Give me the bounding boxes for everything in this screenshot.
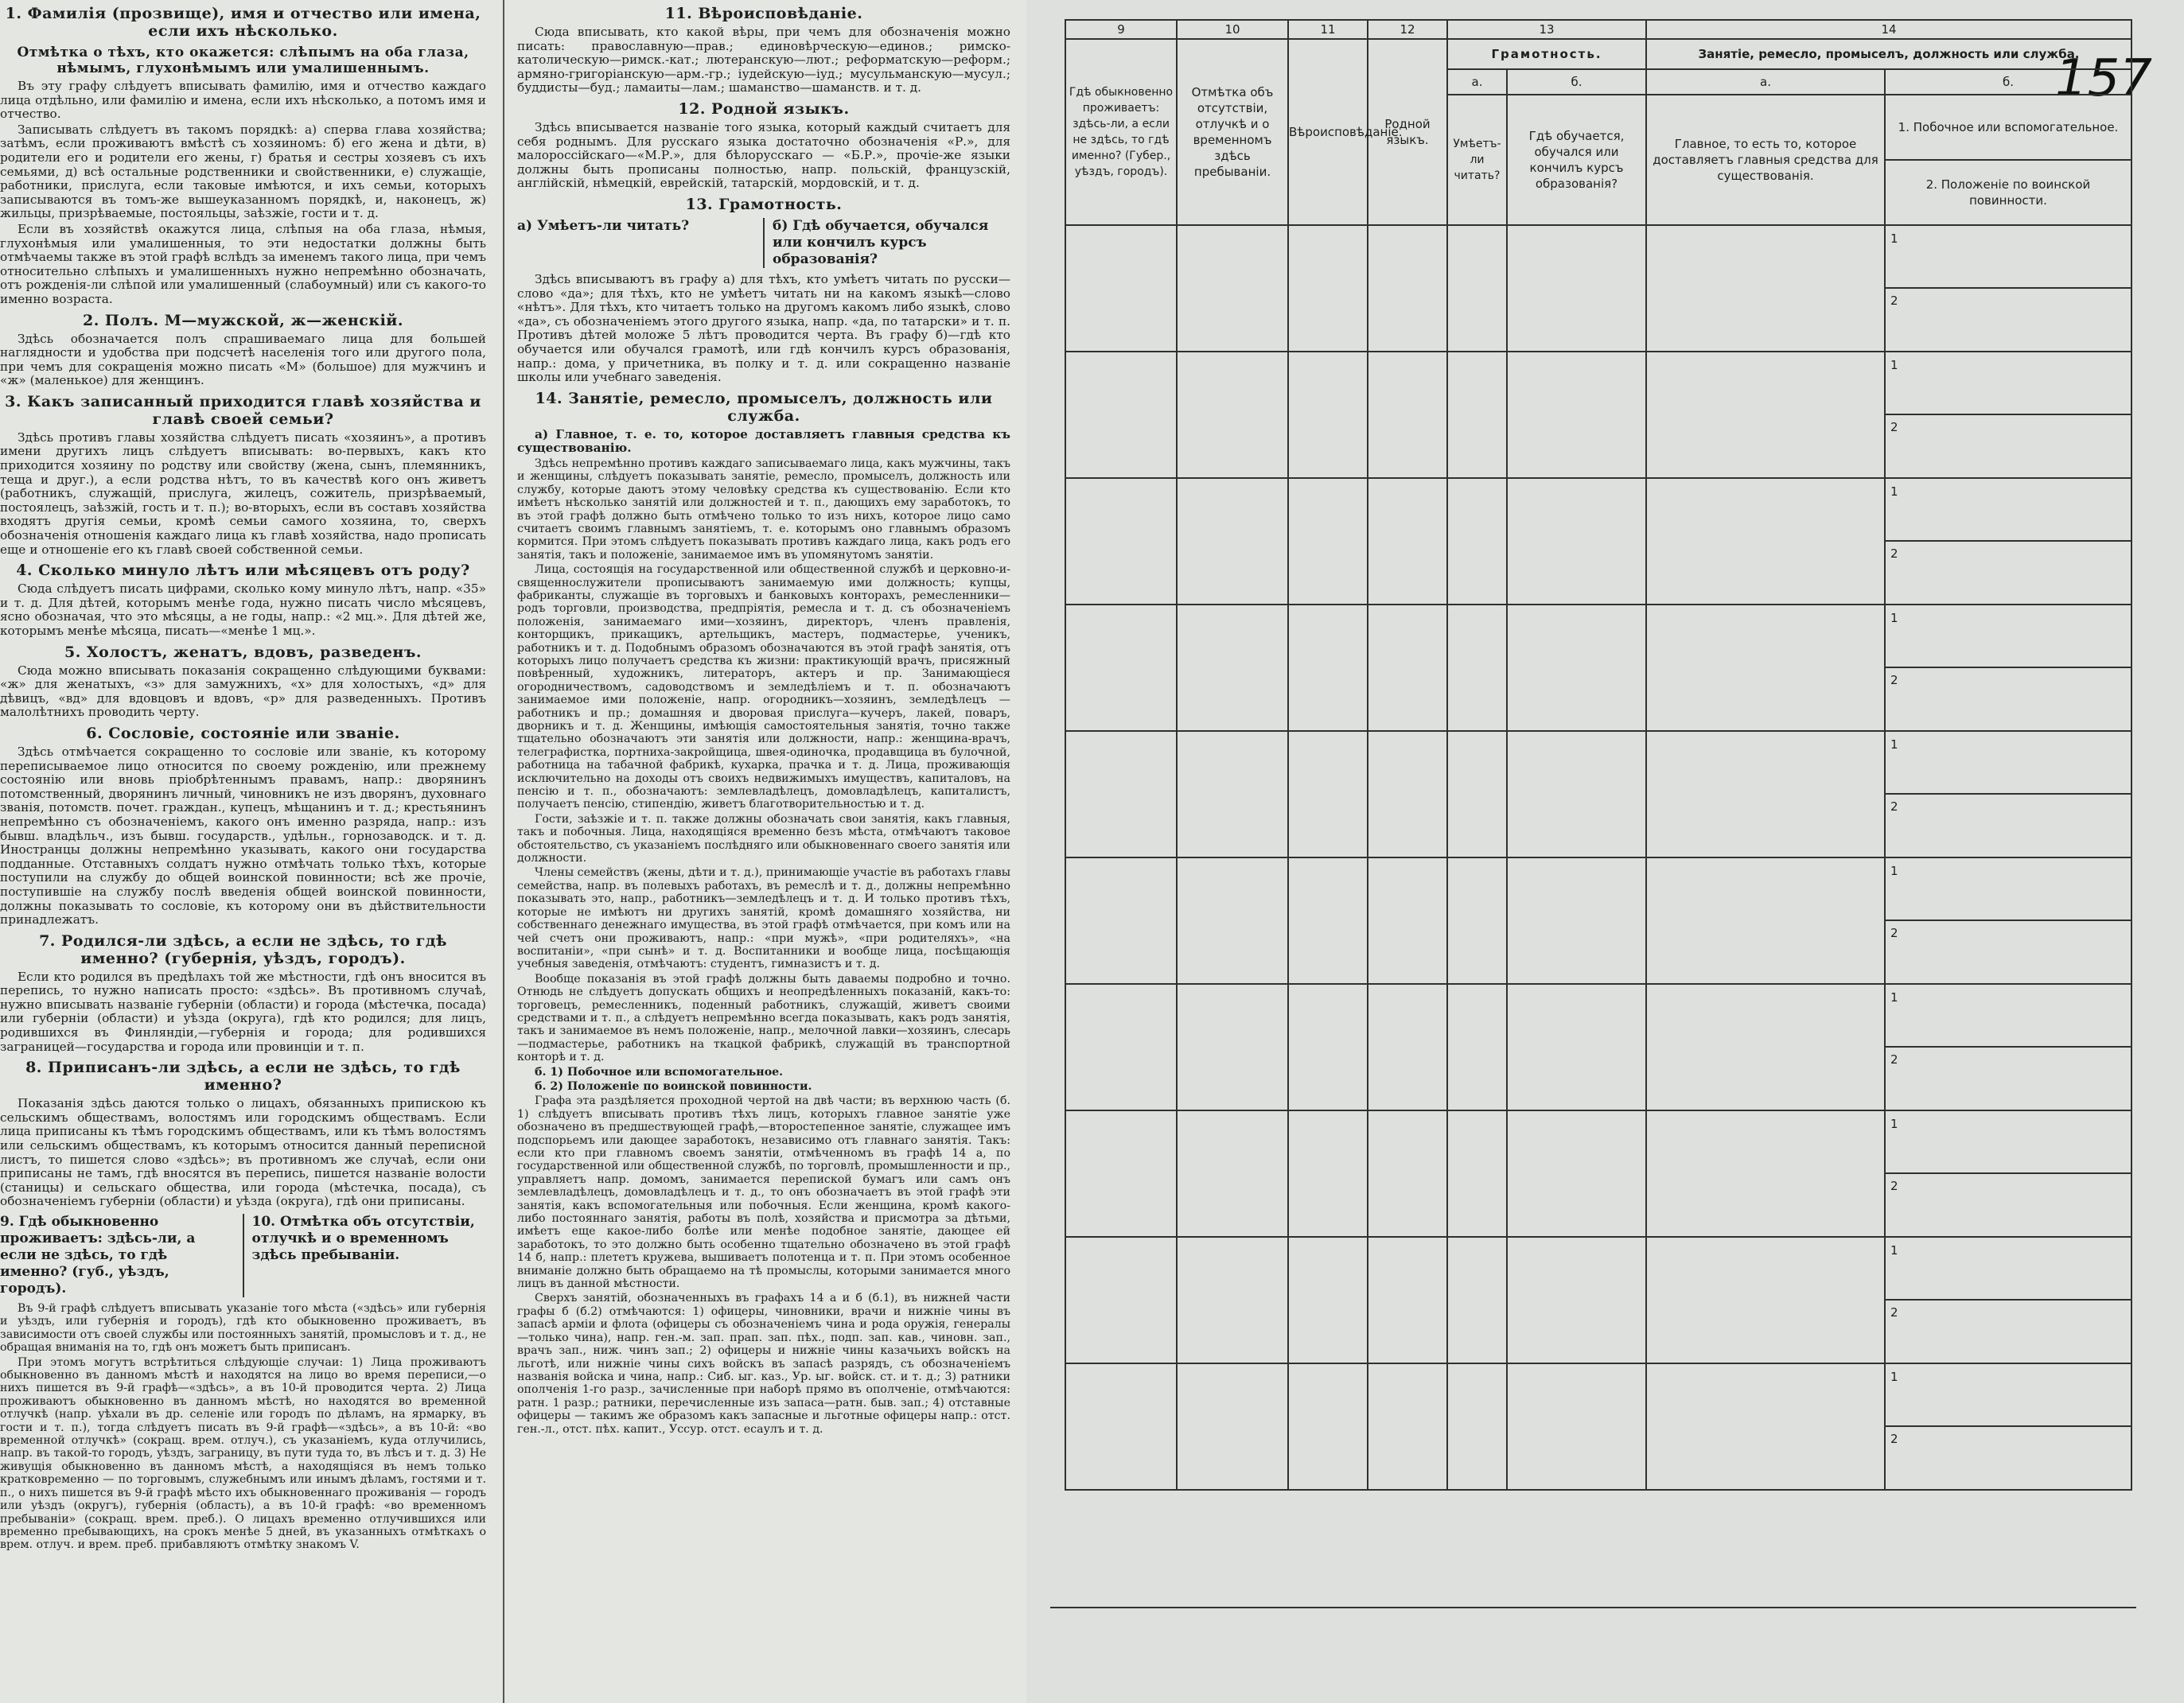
table-cell[interactable] (1065, 731, 1177, 857)
table-cell[interactable] (1507, 1237, 1646, 1363)
col-number-13: 13 (1447, 20, 1646, 39)
heading-3: 3. Какъ записанный приходится главѣ хозяйства и главѣ своей семьи? (5, 392, 481, 428)
table-cell[interactable] (1177, 225, 1288, 352)
census-table-body (1065, 225, 2131, 1490)
header-native-language: Родной языкъ. (1368, 39, 1447, 225)
subrow-label: 2 (1890, 293, 1898, 308)
header-main-occupation: Главное, то есть то, которое доставляетъ главныя средства для существованія. (1646, 95, 1885, 225)
paragraph: Лица, состоящія на государственной или общественной службѣ и церковно-и-священнослужители прописываютъ занимаемую ими должность; купцы, фабриканты, служащіе въ торговыхъ и банковыхъ конторахъ, ремесленники—родъ торговли, производства, предпріятія, ремесла и т. д. съ обозначеніемъ положенія, занимаемаго ими—хозяинъ, директоръ, членъ правленія, конторщикъ, прикащикъ, артельщикъ, мастеръ, подмастерье, ученикъ, работникъ и т. д. Подобнымъ образомъ обозначаются въ этой графѣ занятія, отъ которыхъ лицо получаетъ средства къ жизни: практикующій врачъ, присяжный повѣренный, художникъ, литераторъ, актеръ и пр. Занимающіеся огородничествомъ, садоводствомъ и земледѣліемъ и т. п. обозначаютъ занимаемое ими положеніе, напр. огородникъ—хозяинъ, земледѣлецъ — работникъ и пр.; домашняя и дворовая прислуга—кучеръ, лакей, поваръ, дворникъ и т. д. Женщины, имѣющія самостоятельныя занятія, точно также тщательно обозначаютъ эти занятія или должности, напр.: женщина-врачъ, телеграфистка, портниха-закройщица, швея-одиночка, продавщица въ булочной, работница на табачной фабрикѣ, кухарка, прачка и т. д. Лица, проживающія исключительно на доходы отъ своихъ недвижимыхъ имуществъ, капиталовъ, на пенсію и т. п., обозначаютъ: землевладѣлецъ, домовладѣлецъ, капиталистъ, получаетъ пенсію, стипендію, живетъ благотворительностью и т. д. (517, 563, 1010, 811)
table-row (1065, 857, 2131, 984)
heading-4: 4. Сколько минуло лѣтъ или мѣсяцевъ отъ роду? (16, 562, 470, 580)
table-cell[interactable] (1646, 1237, 1885, 1363)
table-cell[interactable] (1447, 478, 1507, 605)
table-cell[interactable] (1646, 857, 1885, 984)
table-cell[interactable] (1447, 352, 1507, 478)
table-cell[interactable] (1065, 1110, 1177, 1237)
table-cell[interactable] (1447, 857, 1507, 984)
table-cell[interactable] (1288, 352, 1368, 478)
subrow-military[interactable] (1886, 921, 2131, 983)
header-occupation-a: а. (1646, 69, 1885, 95)
instructions-column-left (0, 0, 497, 1703)
paragraph: Графа эта раздѣляется проходной чертой на двѣ части; въ верхнюю часть (б. 1) слѣдуетъ вписывать противъ тѣхъ лицъ, которыхъ главное занятіе уже обозначено въ предшествующей графѣ,—второстепенное занятіе, служащее имъ подспорьемъ или дающее заработокъ, независимо отъ главнаго занятія. Такъ: если кто при главномъ своемъ занятіи, отмѣченномъ въ графѣ 14 а, по государственной или общественной службѣ, по торговлѣ, промышленности и пр., управляетъ напр. домомъ, занимается перепиской бумагъ или самъ онъ землевладѣлецъ, домовладѣлецъ и т. д., то онъ обозначаетъ въ этой графѣ эти занятія, какъ вспомогательныя или побочныя. Если женщина, кромѣ какого-либо постояннаго занятія, работы въ полѣ, хозяйства и присмотра за дѣтьми, имѣетъ еще какое-либо болѣе или менѣе подобное занятіе, дающее ей заработокъ, то это должно быть особенно тщательно обозначено въ этой графѣ 14 б, напр.: плететъ кружева, вышиваетъ полотенца и т. п. При этомъ особенное вниманіе должно быть обращаемо на тѣ промыслы, которыми занимается много лицъ въ данной мѣстности. (517, 1095, 1010, 1291)
paragraph: Здѣсь вписываютъ въ графу а) для тѣхъ, кто умѣетъ читать по русски—слово «да»; для тѣхъ, кто не умѣетъ читать ни на какомъ языкѣ—слово «нѣтъ». Для тѣхъ, кто читаетъ только на другомъ какомъ либо языкѣ, слово «да», съ обозначеніемъ этого другого языка, напр. «да, по татарски» и т. п. Противъ дѣтей моложе 5 лѣтъ проводится черта. Въ графу б)—гдѣ кто обучается или обучался грамотѣ, или гдѣ кончилъ курсъ образованія, напр.: дома, у причетника, въ полку и т. д. или сокращенно названіе школы или учебнаго заведенія. (517, 271, 1010, 385)
subrow-label: 2 (1890, 925, 1898, 940)
table-cell[interactable] (1646, 1363, 1885, 1490)
heading-12: 12. Родной языкъ. (678, 99, 850, 118)
table-cell[interactable] (1288, 984, 1368, 1110)
table-cell[interactable] (1288, 1363, 1368, 1490)
table-cell[interactable] (1447, 1237, 1507, 1363)
heading-7: 7. Родился-ли здѣсь, а если не здѣсь, то гдѣ именно? (губернія, уѣздъ, городъ). (39, 931, 447, 967)
table-row (1065, 478, 2131, 605)
paragraph: Въ 9-й графѣ слѣдуетъ вписывать указаніе того мѣста («здѣсь» или губернія и уѣздъ, или губернія и городъ), гдѣ кто обыкновенно проживаетъ, въ зависимости отъ своей службы или постоянныхъ занятій, промысловъ и т. д., не обращая вниманія на то, гдѣ онъ можетъ быть приписанъ. (0, 1302, 486, 1355)
subrow-secondary[interactable] (1886, 733, 2131, 795)
heading-6: 6. Сословіе, состояніе или званіе. (86, 724, 400, 742)
table-cell[interactable] (1507, 352, 1646, 478)
table-cell-pair[interactable] (1885, 605, 2131, 731)
header-education: Гдѣ обучается, обучался или кончилъ курсъ образованія? (1507, 95, 1646, 225)
subrow-label: 2 (1890, 546, 1898, 561)
header-residence: Гдѣ обыкновенно проживаетъ: здѣсь-ли, а если не здѣсь, то гдѣ именно? (Губер., уѣздъ, городъ). (1065, 39, 1177, 225)
heading-14a: а) Главное, т. е. то, которое доставляетъ главныя средства къ существованію. (517, 426, 1010, 456)
table-cell[interactable] (1368, 605, 1447, 731)
paragraph: Сюда слѣдуетъ писать цифрами, сколько кому минуло лѣтъ, напр. «35» и т. д. Для дѣтей, которымъ менѣе года, нужно писать число мѣсяцевъ, ясно обозначая, что это мѣсяцы, а не годы, напр.: «2 мц.». Для дѣтей же, которымъ менѣе мѣсяца, писать—«менѣе 1 мц.». (0, 581, 486, 638)
header-literacy-a: а. (1447, 69, 1507, 95)
paragraph: Члены семействъ (жены, дѣти и т. д.), принимающіе участіе въ работахъ главы семейства, напр. въ полевыхъ работахъ, въ ремеслѣ и т. д., должны непремѣнно показывать это, напр., работникъ—земледѣлецъ и т. д. И только противъ тѣхъ, которые не имѣютъ ни другихъ занятій, кромѣ домашняго хозяйства, ни собственнаго денежнаго имущества, въ этой графѣ отмѣчается, при комъ или на чей счетъ они проживаютъ, напр.: «при мужѣ», «при родителяхъ», «на воспитаніи», «при сынѣ» и т. д. Воспитанники и вообще лица, посѣщающія учебныя заведенія, отмѣчаютъ: студентъ, гимназистъ и т. д. (517, 866, 1010, 971)
table-cell[interactable] (1646, 605, 1885, 731)
subrow-military[interactable] (1886, 1174, 2131, 1236)
table-cell[interactable] (1288, 1110, 1368, 1237)
heading-2: 2. Полъ. М—мужской, ж—женскій. (82, 311, 403, 329)
heading-13a: а) Умѣетъ-ли читать? (517, 217, 690, 234)
paragraph: Здѣсь вписывается названіе того языка, который каждый считаетъ для себя роднымъ. Для русскаго языка достаточно обозначенія «Р.», для малороссійскаго—«М.Р.», для бѣлорусскаго — «Б.Р.», прочіе-же языки должны быть прописаны полностью, напр. польскій, французскій, англійскій, нѣмецкій, еврейскій, татарскій, мордовскій, и т. д. (517, 119, 1010, 191)
table-cell[interactable] (1447, 731, 1507, 857)
subrow-label: 2 (1890, 419, 1898, 434)
heading-9-10 (0, 1214, 486, 1297)
table-cell[interactable] (1507, 1110, 1646, 1237)
table-row (1065, 984, 2131, 1110)
subrow-label: 1 (1890, 610, 1898, 625)
heading-5: 5. Холостъ, женатъ, вдовъ, разведенъ. (64, 643, 422, 661)
subrow-label: 2 (1890, 1304, 1898, 1320)
table-cell[interactable] (1065, 857, 1177, 984)
subrow-label: 2 (1890, 1052, 1898, 1067)
subrow-secondary[interactable] (1886, 353, 2131, 415)
header-literacy-b: б. (1507, 69, 1646, 95)
subrow-secondary[interactable] (1886, 1238, 2131, 1301)
subrow-label: 2 (1890, 672, 1898, 687)
header-secondary (1885, 95, 2131, 225)
subrow-secondary[interactable] (1886, 606, 2131, 668)
table-cell-pair[interactable] (1885, 1237, 2131, 1363)
subrow-label: 1 (1890, 1116, 1898, 1131)
heading-13: 13. Грамотность. (685, 195, 843, 213)
census-form-page (1026, 0, 2184, 1703)
header-occupation-b: б. (1885, 69, 2131, 95)
paragraph: Вообще показанія въ этой графѣ должны быть даваемы подробно и точно. Отнюдь не слѣдуетъ допускать общихъ и неопредѣленныхъ показаній, какъ-то: торговецъ, ремесленникъ, поденный работникъ, служащій, живетъ своими средствами и т. п., а слѣдуетъ непремѣнно всегда показывать, какъ родъ занятія, такъ и занимаемое въ немъ положеніе, напр., мелочной лавки—хозяинъ, слесарь—подмастерье, работникъ на ткацкой фабрикѣ, служащій въ транспортной конторѣ и т. д. (517, 972, 1010, 1064)
paragraph: Гости, заѣзжіе и т. п. также должны обозначать свои занятія, какъ главныя, такъ и побочныя. Лица, находящіяся временно безъ мѣста, отмѣчаютъ таковое обстоятельство, съ указаніемъ послѣдняго или обыкновеннаго своего занятія или должности. (517, 812, 1010, 865)
table-cell-pair[interactable] (1885, 1110, 2131, 1237)
instructions-page (0, 0, 1026, 1703)
subrow-label: 1 (1890, 737, 1898, 752)
header-can-read: Умѣетъ-ли читать? (1447, 95, 1507, 225)
paragraph: Сюда вписывать, кто какой вѣры, при чемъ для обозначенія можно писать: православную—прав.; единовѣрческую—единов.; римско-католическую—римск.-кат.; лютеранскую—лют.; реформатскую—реформ.; армяно-григоріанскую—арм.-гр.; іудейскую—іуд.; мусульманскую—мусул.; буддисты—буд.; ламаиты—лам.; шаманство—шаманств. и т. д. (517, 25, 1010, 95)
heading-14: 14. Занятіе, ремесло, промыселъ, должность или служба. (535, 389, 993, 425)
subrow-label: 1 (1890, 231, 1898, 246)
subrow-secondary[interactable] (1886, 480, 2131, 542)
paragraph: При этомъ могутъ встрѣтиться слѣдующіе случаи: 1) Лица проживаютъ обыкновенно въ данномъ мѣстѣ и находятся на лицо во время переписи,—о нихъ пишется въ 9-й графѣ—«здѣсь», а въ 10-й проводится черта. 2) Лица проживаютъ обыкновенно въ данномъ мѣстѣ, но находятся во временной отлучкѣ (напр. уѣхали въ др. селеніе или городъ по дѣламъ, на ярмарку, въ гости и т. п.), тогда слѣдуетъ писать въ 9-й графѣ—«здѣсь», а въ 10-й: «во временной отлучкѣ» (сокращ. врем. отлуч.), съ указаніемъ, куда отлучились, напр. въ такой-то городъ, уѣздъ, заграницу, въ пути туда то, въ лѣсъ и т. д. 3) Не живущія обыкновенно въ данномъ мѣстѣ, а находящіяся въ немъ только кратковременно — по торговымъ, служебнымъ или инымъ дѣламъ, гостями и т. п., о нихъ пишется въ 9-й графѣ мѣсто ихъ обыкновеннаго проживанія — городъ или уѣздъ (округъ), губернія (область), а въ 10-й графѣ: «во временномъ пребываніи» (сокращ. врем. преб.). О лицахъ временно отлучившихся или временно пребывающихъ, на срокъ менѣе 5 дней, въ указанныхъ отмѣткахъ о врем. отлуч. и врем. преб. прибавляютъ отмѣтку знакомъ V. (0, 1355, 486, 1552)
page-number: 157 (2054, 49, 2152, 108)
table-cell-pair[interactable] (1885, 857, 2131, 984)
table-cell[interactable] (1177, 731, 1288, 857)
table-cell[interactable] (1447, 984, 1507, 1110)
table-cell[interactable] (1507, 478, 1646, 605)
table-row (1065, 352, 2131, 478)
table-cell-pair[interactable] (1885, 478, 2131, 605)
header-literacy: Грамотность. (1447, 39, 1646, 69)
paragraph: Сюда можно вписывать показанія сокращенно слѣдующими буквами: «ж» для женатыхъ, «з» для замужнихъ, «х» для холостыхъ, «д» для дѣвицъ, «вд» для вдовцовъ и вдовъ, «р» для разведенныхъ. Противъ малолѣтнихъ проводить черту. (0, 663, 486, 720)
table-cell-pair[interactable] (1885, 225, 2131, 352)
col-number-11: 11 (1288, 20, 1368, 39)
table-cell[interactable] (1368, 1363, 1447, 1490)
table-cell[interactable] (1646, 478, 1885, 605)
col-number-10: 10 (1177, 20, 1288, 39)
table-cell[interactable] (1177, 605, 1288, 731)
heading-1b: Отмѣтка о тѣхъ, кто окажется: слѣпымъ на оба глаза, нѣмымъ, глухонѣмымъ или умалишеннымъ. (17, 45, 469, 76)
table-cell[interactable] (1177, 352, 1288, 478)
subrow-label: 1 (1890, 484, 1898, 499)
subrow-label: 1 (1890, 1242, 1898, 1258)
table-row (1065, 1110, 2131, 1237)
table-cell[interactable] (1447, 1110, 1507, 1237)
paragraph: Показанія здѣсь даются только о лицахъ, обязанныхъ припискою къ сельскимъ обществамъ, волостямъ или городскимъ обществамъ. Если лица приписаны къ тѣмъ городскимъ обществамъ, или къ тѣмъ волостямъ или сельскимъ обществамъ, къ которымъ относится данный переписной листъ, то пишется слово «здѣсь»; въ противномъ же случаѣ, если они приписаны не тамъ, гдѣ вносятся въ перепись, пишется названіе волости (станицы) и сельскаго общества, или города (мѣстечка, посада), съ обозначеніемъ губерніи (области) и уѣзда (округа), гдѣ они приписаны. (0, 1096, 486, 1209)
heading-13-parts (517, 218, 1010, 268)
paragraph: Въ эту графу слѣдуетъ вписывать фамилію, имя и отчество каждаго лица отдѣльно, или фамилію и имена, если ихъ нѣсколько, а потомъ имя и отчество. (0, 79, 486, 122)
table-cell[interactable] (1368, 857, 1447, 984)
col-number-9: 9 (1065, 20, 1177, 39)
table-cell[interactable] (1507, 731, 1646, 857)
heading-10: 10. Отмѣтка объ отсутствіи, отлучкѣ и о временномъ здѣсь пребываніи. (251, 1214, 475, 1263)
subrow-military[interactable] (1886, 1301, 2131, 1363)
column-divider (503, 0, 504, 1703)
table-cell[interactable] (1065, 352, 1177, 478)
table-cell[interactable] (1447, 605, 1507, 731)
header-secondary-occupation: 1. Побочное или вспомогательное. (1886, 95, 2131, 161)
paragraph: Здѣсь противъ главы хозяйства слѣдуетъ писать «хозяинъ», а противъ имени другихъ лицъ слѣдуетъ вписывать: во-первыхъ, какъ кто приходится хозяину по родству или свойству (жена, сынъ, племянникъ, теща и друг.), а если родства нѣтъ, то въ качествѣ кого онъ живетъ (работникъ, служащій, прислуга, жилецъ, сожитель, призрѣваемый, постоялецъ, заѣзжій, гость и т. п.); во-вторыхъ, если въ составъ хозяйства входятъ другія семьи, кромѣ семьи самого хозяина, то, сверхъ обозначенія отношенія каждаго лица къ главѣ хозяйства, надо прописать еще и отношеніе его къ главѣ своей собственной семьи. (0, 430, 486, 557)
table-cell[interactable] (1368, 1110, 1447, 1237)
heading-13b: б) Гдѣ обучается, обучался или кончилъ курсъ образованія? (773, 217, 989, 267)
subrow-label: 2 (1890, 799, 1898, 814)
subrow-military[interactable] (1886, 795, 2131, 857)
subrow-label: 1 (1890, 357, 1898, 372)
table-cell[interactable] (1646, 984, 1885, 1110)
subrow-military[interactable] (1886, 542, 2131, 604)
table-cell[interactable] (1507, 225, 1646, 352)
table-cell[interactable] (1447, 1363, 1507, 1490)
table-cell[interactable] (1177, 1110, 1288, 1237)
col-number-14: 14 (1646, 20, 2131, 39)
header-military-status: 2. Положеніе по воинской повинности. (1925, 177, 2091, 208)
subrow-military[interactable] (1886, 1427, 2131, 1489)
heading-11: 11. Вѣроисповѣданіе. (664, 5, 863, 22)
table-cell[interactable] (1646, 1110, 1885, 1237)
header-religion: Вѣроисповѣданіе. (1288, 39, 1368, 225)
bottom-rule (1050, 1607, 2136, 1608)
paragraph: Здѣсь отмѣчается сокращенно то сословіе или званіе, къ которому переписываемое лицо относится по своему рожденію, или прежнему состоянію или вновь пріобрѣтеннымъ правамъ, напр.: дворянинъ потомственный, дворянинъ личный, чиновникъ не изъ дворянъ, духовнаго званія, потомств. почет. граждан., купецъ, мѣщанинъ и т. д.; крестьянинъ непремѣнно съ обозначеніемъ, какого онъ именно разряда, напр.: изъ бывш. владѣльч., изъ бывш. государств., удѣльн., горнозаводск. и т. д. Иностранцы должны непремѣнно указывать, какого они государства подданные. Отставныхъ солдатъ нужно отмѣчать только тѣхъ, которые поступили на службу до общей воинской повинности; всѣ же прочіе, поступившіе на службу послѣ введенія общей воинской повинности, должны показывать то сословіе, къ которому они въ дѣйствительности принадлежатъ. (0, 744, 486, 927)
divider (243, 1214, 244, 1297)
subrow-label: 2 (1890, 1178, 1898, 1193)
paragraph: Если въ хозяйствѣ окажутся лица, слѣпыя на оба глаза, нѣмыя, глухонѣмыя или умалишенныя, то эти недостатки должны быть отмѣчаемы также въ этой графѣ вслѣдъ за именемъ такого лица, при чемъ относительно слѣпыхъ и умалишенныхъ нужно непремѣнно обозначать, отъ рожденія-ли слѣпой или умалишенный (слабоумный) или съ какого-то именно возраста. (0, 221, 486, 306)
table-cell[interactable] (1288, 478, 1368, 605)
heading-14b2: б. 2) Положеніе по воинской повинности. (535, 1079, 812, 1093)
paragraph: Записывать слѣдуетъ въ такомъ порядкѣ: а) сперва глава хозяйства; затѣмъ, если проживаютъ вмѣстѣ съ хозяиномъ: б) его жена и дѣти, в) родители его и родители его жены, г) братья и сестры хозяевъ съ ихъ семьями, д) всѣ остальные родственники и свойственники, е) служащіе, работники, прислуга, если таковые имѣются, и ихъ семьи, которыхъ записываются въ томъ-же вышеуказанномъ порядкѣ, и, наконецъ, ж) жильцы, призрѣваемые, постояльцы, заѣзжіе, гости и т. д. (0, 122, 486, 221)
table-cell[interactable] (1507, 984, 1646, 1110)
table-cell[interactable] (1368, 1237, 1447, 1363)
table-cell[interactable] (1288, 1237, 1368, 1363)
table-cell[interactable] (1177, 478, 1288, 605)
subrow-secondary[interactable] (1886, 986, 2131, 1048)
table-cell[interactable] (1288, 225, 1368, 352)
subrow-secondary[interactable] (1886, 1112, 2131, 1174)
table-cell[interactable] (1288, 731, 1368, 857)
table-cell[interactable] (1065, 478, 1177, 605)
col-number-12: 12 (1368, 20, 1447, 39)
subrow-label: 1 (1890, 1369, 1898, 1384)
table-cell-pair[interactable] (1885, 352, 2131, 478)
table-cell[interactable] (1065, 1237, 1177, 1363)
table-cell[interactable] (1507, 1363, 1646, 1490)
table-cell[interactable] (1288, 857, 1368, 984)
table-cell[interactable] (1447, 225, 1507, 352)
table-cell[interactable] (1177, 1363, 1288, 1490)
subrow-military[interactable] (1886, 668, 2131, 730)
subrow-secondary[interactable] (1886, 1365, 2131, 1427)
header-occupation: Занятіе, ремесло, промыселъ, должность или служба. (1646, 39, 2131, 69)
table-row (1065, 605, 2131, 731)
divider (763, 218, 765, 268)
heading-14b1: б. 1) Побочное или вспомогательное. (535, 1065, 784, 1079)
table-cell[interactable] (1368, 352, 1447, 478)
table-cell[interactable] (1507, 857, 1646, 984)
table-row (1065, 225, 2131, 352)
subrow-label: 1 (1890, 990, 1898, 1005)
paragraph: Сверхъ занятій, обозначенныхъ въ графахъ 14 а и б (б.1), въ нижней части графы б (б.2) отмѣчаются: 1) офицеры, чиновники, врачи и нижніе чины въ запасѣ арміи и флота (офицеры съ обозначеніемъ чина и рода оружія, генералы—только чина), напр. ген.-м. зап. прап. зап. пѣх., подп. зап. кав., чиновн. зап., врачъ зап., ниж. чинъ зап.; 2) офицеры и нижніе чины казачьихъ войскъ на льготѣ, или нижніе чины сихъ войскъ въ запасѣ разрядъ, съ обозначеніемъ названія войска и чина, напр.: Сиб. ыг. каз., Ур. ыг. войск. ст. и т. д.; 3) ратники ополченія 1-го разр., зачисленные при наборѣ прямо въ ополченіе, отмѣчаются: ратн. 1 разр.; ратники, перечисленные изъ запаса—ратн. быв. зап.; 4) отставные офицеры — такимъ же образомъ какъ запасные и льготные офицеры напр.: отст. ген.-л., отст. пѣх. капит., Уссур. отст. есаулъ и т. д. (517, 1292, 1010, 1436)
heading-8: 8. Приписанъ-ли здѣсь, а если не здѣсь, то гдѣ именно? (25, 1059, 461, 1095)
table-cell[interactable] (1065, 605, 1177, 731)
census-table-wrapper (1065, 19, 2131, 1491)
heading-1: 1. Фамилія (прозвище), имя и отчество или имена, если ихъ нѣсколько. (5, 5, 481, 40)
table-cell[interactable] (1177, 1237, 1288, 1363)
table-cell[interactable] (1065, 984, 1177, 1110)
subrow-military[interactable] (1886, 289, 2131, 351)
table-cell-pair[interactable] (1885, 731, 2131, 857)
table-cell[interactable] (1065, 225, 1177, 352)
table-cell[interactable] (1177, 857, 1288, 984)
census-table (1065, 19, 2132, 1491)
paragraph: Здѣсь обозначается полъ спрашиваемаго лица для большей наглядности и удобства при подсчетѣ населенія того или другого пола, при чемъ для сокращенія можно писать «М» (большое) для мужчинъ и «ж» (маленькое) для женщинъ. (0, 331, 486, 388)
table-cell[interactable] (1288, 605, 1368, 731)
table-cell[interactable] (1646, 352, 1885, 478)
table-cell[interactable] (1368, 225, 1447, 352)
header-absence-note: Отмѣтка объ отсутствіи, отлучкѣ и о временномъ здѣсь пребываніи. (1177, 39, 1288, 225)
table-row (1065, 1237, 2131, 1363)
table-cell[interactable] (1646, 731, 1885, 857)
table-cell-pair[interactable] (1885, 984, 2131, 1110)
table-cell[interactable] (1065, 1363, 1177, 1490)
table-cell[interactable] (1368, 731, 1447, 857)
subrow-military[interactable] (1886, 1048, 2131, 1110)
heading-9: 9. Гдѣ обыкновенно проживаетъ: здѣсь-ли, а если не здѣсь, то гдѣ именно? (губ., уѣздъ, городъ). (0, 1214, 196, 1297)
table-cell[interactable] (1368, 984, 1447, 1110)
table-row (1065, 1363, 2131, 1490)
table-cell[interactable] (1177, 984, 1288, 1110)
paragraph: Если кто родился въ предѣлахъ той же мѣстности, гдѣ онъ вносится въ перепись, то нужно написать просто: «здѣсь». Въ противномъ случаѣ, нужно вписывать названіе губерніи (области) и города (мѣстечка, посада) или губерніи (области) и уѣзда (округа), гдѣ кто родился; для лицъ, родившихся въ Финляндіи,—губернія и города; для родившихся заграницей—государства и города или провинціи и т. п. (0, 969, 486, 1054)
paragraph: Здѣсь непремѣнно противъ каждаго записываемаго лица, какъ мужчины, такъ и женщины, слѣдуетъ показывать занятіе, ремесло, промыселъ, должность или службу, которые даютъ этому человѣку средства къ существованію. Если кто имѣетъ нѣсколько занятій или должностей и т. п., дающихъ ему заработокъ, то въ этой графѣ должно быть отмѣчено только то изъ нихъ, которое лицо само считаетъ своимъ главнымъ занятіемъ, т. е. которымъ оно главнымъ образомъ кормится. При этомъ слѣдуетъ показывать противъ каждаго лица, какъ родъ его занятія, такъ и положеніе, занимаемое имъ въ упомянутомъ занятіи. (517, 457, 1010, 562)
table-cell[interactable] (1507, 605, 1646, 731)
table-cell[interactable] (1368, 478, 1447, 605)
subrow-secondary[interactable] (1886, 227, 2131, 289)
table-cell[interactable] (1646, 225, 1885, 352)
subrow-secondary[interactable] (1886, 859, 2131, 921)
subrow-label: 2 (1890, 1431, 1898, 1446)
instructions-column-right (509, 0, 1018, 1703)
subrow-military[interactable] (1886, 415, 2131, 477)
table-cell-pair[interactable] (1885, 1363, 2131, 1490)
subrow-label: 1 (1890, 863, 1898, 878)
table-row (1065, 731, 2131, 857)
